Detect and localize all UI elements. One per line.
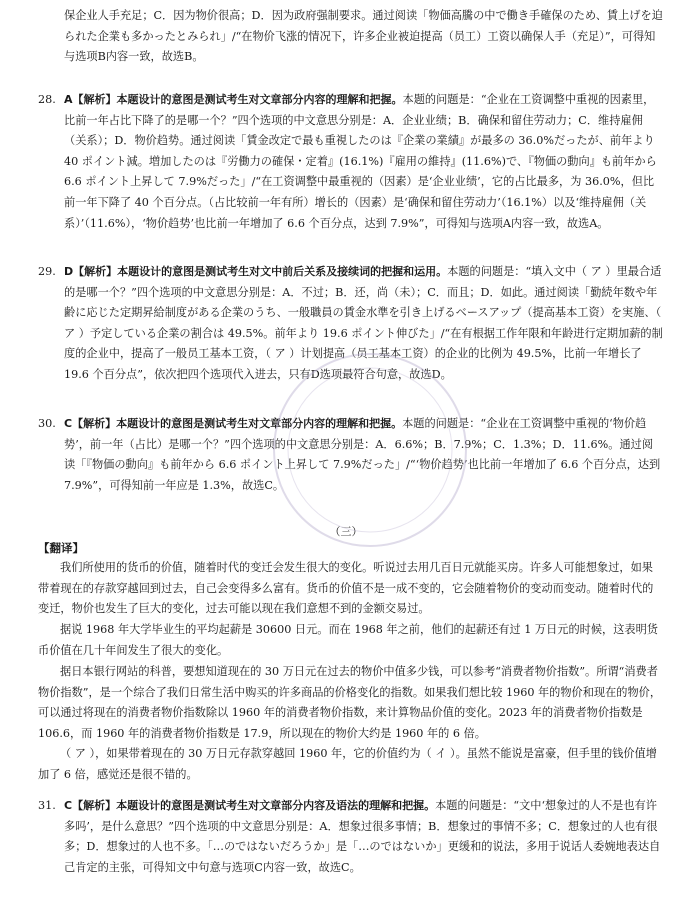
translation-paragraph-4: （ ア ），如果带着现在的 30 万日元存款穿越回 1960 年，它的价值约为（ イ ）。虽然不能说是富豪，但手里的钱价值增加了 6 倍，感觉还是很不错的。 <box>38 747 657 781</box>
answer-text: 本题的问题是：“企业在工资调整中重视的‘物价趋势’，前一年（占比）是哪一个？”四个选项的中文意思分别是：A．6.6%；B．7.9%；C．1.3%；D．11.6%。通过阅读「『物価の動向』も前年から 6.6 ポイント上昇して 7.9%だった」/“‘物价趋势’也比前一年增加了 6.6 个百分点，达到 7.9%”，可得知前一年应是 1.3%，故选C。 <box>64 417 661 492</box>
translation-paragraph-3: 据日本银行网站的科普，要想知道现在的 30 万日元在过去的物价中值多少钱，可以参考“消费者物价指数”。所谓“消费者物价指数”，是一个综合了我们日常生活中购买的许多商品的价格变化的指数。如果我们想比较 1960 年的物价和现在的物价，可以通过将现在的消费者物价指数除以 1960 年的消费者物价指数，来计算物品价值的变化。2023 年的消费者物价指数是 106.6，而 1960 年的消费者物价指数是 17.9，所以现在的物价大约是 1960 年的 6 倍。 <box>38 665 662 740</box>
answer-lead: D【解析】本题设计的意图是测试考生对文中前后关系及接续词的把握和运用。 <box>64 265 448 278</box>
answer-31 <box>38 796 664 878</box>
answer-29 <box>38 262 664 386</box>
answer-body <box>64 90 664 234</box>
answer-28 <box>38 90 664 234</box>
section-mark: （三） <box>329 525 363 538</box>
answer-text: 本题的问题是：“企业在工资调整中重视的因素里，比前一年占比下降了的是哪一个？”四个选项的中文意思分别是：A．企业业绩；B．确保和留住劳动力；C．维持雇佣（关系）；D．物价趋势。通过阅读「賃金改定で最も重視したのは『企業の業績』が最多の 36.0%だったが、前年より 40 ポイント減。増加したのは『労働力の確保・定着』(16.1%)『雇用の維持』(11.6%)で、『物価の動向』も前年から 6.6 ポイント上昇して 7.9%だった」/“在工资调整中最重视的（因素）是‘企业业绩’，它的占比最多，为 36.0%，但比前一年下降了 40 个百分点。（占比较前一年有所）增长的（因素）是‘确保和留住劳动力’（16.1%）以及‘维持雇佣（关系）’（11.6%），‘物价趋势’也比前一年增加了 6.6 个百分点，达到 7.9%”，可得知与选项A内容一致，故选A。 <box>64 93 657 230</box>
answer-text: 本题的问题是：“文中‘想象过的人不是也有许多吗’，是什么意思？”四个选项的中文意思分别是：A．想象过很多事情；B．想象过的事情不多；C．想象过的人也有很多；D．想象过的人也不多。「…のではないだろうか」是「…のではないか」更缓和的说法，多用于说话人委婉地表达自己肯定的主张，可得知文中句意与选项C内容一致，故选C。 <box>64 799 661 874</box>
question-number: 29. <box>38 265 56 278</box>
question-number: 31. <box>38 799 56 812</box>
answer-lead: A【解析】本题设计的意图是测试考生对文章部分内容的理解和把握。 <box>64 93 403 106</box>
answer-lead: C【解析】本题设计的意图是测试考生对文章部分内容的理解和把握。 <box>64 417 403 430</box>
answer-body <box>64 262 664 386</box>
question-number: 28. <box>38 93 56 106</box>
answer-body <box>64 414 664 496</box>
answer-body <box>64 796 664 878</box>
translation-heading: 【翻译】 <box>38 541 84 555</box>
answer-lead: C【解析】本题设计的意图是测试考生对文章部分内容及语法的理解和把握。 <box>64 799 436 812</box>
question-number: 30. <box>38 417 56 430</box>
translation-paragraph-1: 我们所使用的货币的价值，随着时代的变迁会发生很大的变化。听说过去用几百日元就能买房。许多人可能想象过，如果带着现在的存款穿越回到过去，自己会变得多么富有。货币的价值不是一成不变的，它会随着物价的变动而变动。随着时代的变迁，物价也发生了巨大的变化，过去可能以现在我们意想不到的金额交易过。 <box>38 561 654 616</box>
translation-paragraph-2: 据说 1968 年大学毕业生的平均起薪是 30600 日元。而在 1968 年之前，他们的起薪还有过 1 万日元的时候，这表明货币价值在几十年间发生了很大的变化。 <box>38 623 658 657</box>
answer-30 <box>38 414 664 496</box>
continuation-paragraph: 保企业人手充足；C．因为物价很高；D．因为政府强制要求。通过阅读「物価高騰の中で働き手確保のため、賃上げを迫られた企業も多かったとみられ」/“在物价飞涨的情况下，许多企业被迫提高（员工）工资以确保人手（充足）”，可得知与选项B内容一致，故选B。 <box>64 9 663 64</box>
answer-text: 本题的问题是：“填入文中（ ア ）里最合适的是哪一个？”四个选项的中文意思分别是：A．不过；B．还，尚（未）；C．而且；D．如此。通过阅读「勤続年数や年齢に応じた定期昇給制度がある企業のうち、一般職員の賃金水準を引き上げるベースアップ（提高基本工资）を実施、（ ア ）予定している企業の割合は 49.5%。前年より 19.6 ポイント伸びた」/“在有根据工作年限和年龄进行定期加薪的制度的企业中，提高了一般员工基本工资，（ ア ）计划提高（员工基本工资）的企业的比例为 49.5%，比前一年增长了 19.6 个百分点”，依次把四个选项代入进去，只有D选项最符合句意，故选D。 <box>64 265 663 381</box>
